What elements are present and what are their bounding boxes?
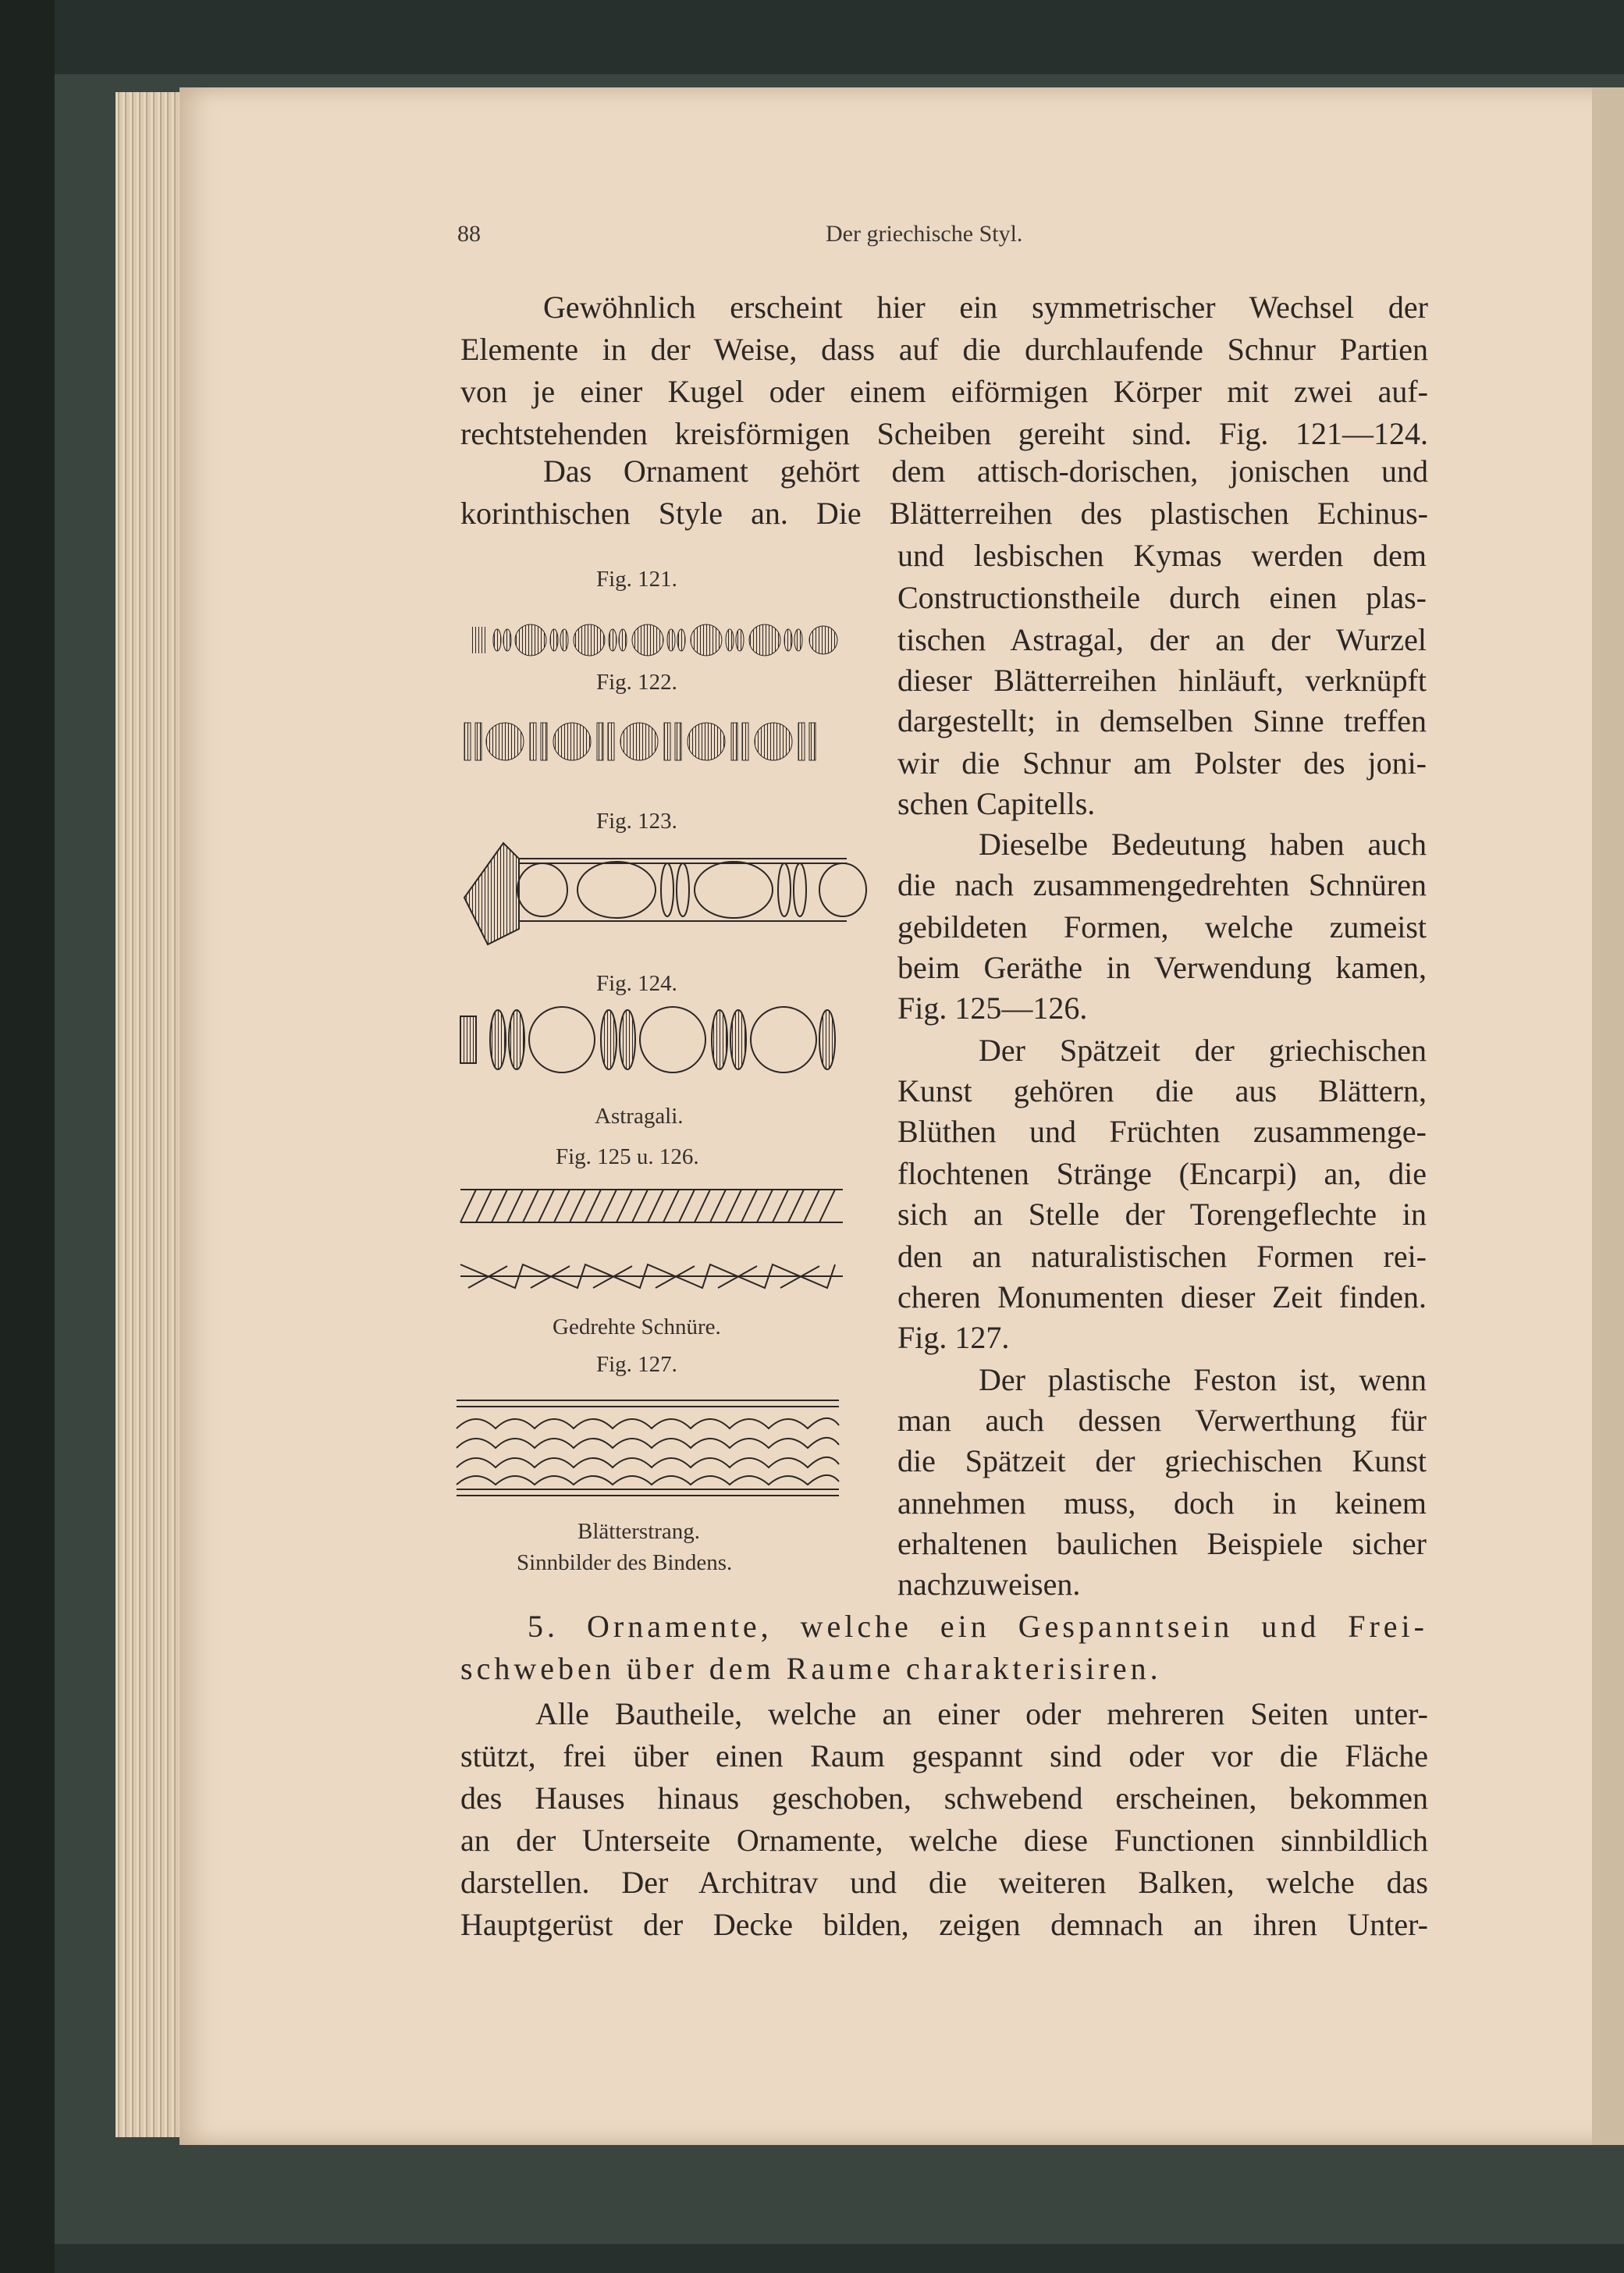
column-line: wir die Schnur am Polster des joni-	[897, 745, 1427, 781]
fig-127-illustration	[457, 1397, 839, 1499]
column-line: gebildeten Formen, welche zumeist	[897, 909, 1427, 944]
body-line: Elemente in der Weise, dass auf die durchlaufende Schnur Partien	[460, 332, 1428, 367]
fig-125-126-caption: Fig. 125 u. 126.	[556, 1144, 699, 1169]
fig-121-illustration	[472, 621, 847, 660]
column-line: Dieselbe Bedeutung haben auch	[979, 827, 1427, 862]
body-line: rechtstehenden kreisförmigen Scheiben gereiht sind. Fig. 121—124.	[460, 416, 1428, 451]
sinnbilder-caption: Sinnbilder des Bindens.	[517, 1550, 733, 1575]
fig-127-caption: Fig. 127.	[596, 1352, 677, 1377]
body-line: Das Ornament gehört dem attisch-dorischen, jonischen und	[543, 454, 1428, 489]
column-line: annehmen muss, doch in keinem	[897, 1485, 1427, 1521]
column-line: dieser Blätterreihen hinläuft, verknüpft	[897, 663, 1427, 698]
column-line: Kunst gehören die aus Blättern,	[897, 1073, 1427, 1108]
background-edge	[0, 0, 55, 2273]
fig-121-caption: Fig. 121.	[596, 567, 677, 592]
body-line: des Hauses hinaus geschoben, schwebend erscheinen, bekommen	[460, 1780, 1428, 1816]
fig-122-caption: Fig. 122.	[596, 670, 677, 695]
column-line: flochtenen Stränge (Encarpi) an, die	[897, 1156, 1427, 1191]
column-line: beim Geräthe in Verwendung kamen,	[897, 950, 1427, 985]
gedrehte-caption: Gedrehte Schnüre.	[553, 1314, 721, 1339]
fig-124-illustration	[460, 1001, 847, 1079]
column-line: Der Spätzeit der griechischen	[979, 1033, 1427, 1068]
column-line: Der plastische Feston ist, wenn	[979, 1362, 1427, 1397]
running-head: Der griechische Styl.	[826, 221, 1023, 247]
column-line: Blüthen und Früchten zusammenge-	[897, 1114, 1427, 1149]
body-line: Alle Bautheile, welche an einer oder mehreren Seiten unter-	[535, 1696, 1428, 1731]
fig-123-illustration	[457, 835, 847, 952]
column-line: schen Capitells.	[897, 786, 1096, 821]
body-line: korinthischen Style an. Die Blätterreihen des plastischen Echinus-	[460, 496, 1428, 531]
page-edges	[115, 92, 186, 2137]
column-line: die nach zusammengedrehten Schnüren	[897, 867, 1427, 902]
column-line: man auch dessen Verwerthung für	[897, 1403, 1427, 1438]
fig-122-illustration	[464, 718, 847, 765]
column-line: die Spätzeit der griechischen Kunst	[897, 1443, 1427, 1478]
body-line: stützt, frei über einen Raum gespannt sind oder vor die Fläche	[460, 1738, 1428, 1773]
fig-123-caption: Fig. 123.	[596, 809, 677, 834]
section-heading-line: schweben über dem Raume charakterisiren.	[460, 1651, 1162, 1686]
column-line: cheren Monumenten dieser Zeit finden.	[897, 1279, 1427, 1314]
column-line: den an naturalistischen Formen rei-	[897, 1239, 1427, 1274]
column-line: Fig. 127.	[897, 1320, 1010, 1355]
body-line: darstellen. Der Architrav und die weiteren Balken, welche das	[460, 1865, 1428, 1900]
column-line: dargestellt; in demselben Sinne treffen	[897, 703, 1427, 738]
column-line: Constructionstheile durch einen plas-	[897, 580, 1427, 615]
fig-124-caption: Fig. 124.	[596, 971, 677, 996]
body-line: von je einer Kugel oder einem eiförmigen Körper mit zwei auf-	[460, 374, 1428, 409]
fig-126-illustration	[460, 1257, 843, 1296]
column-line: tischen Astragal, der an der Wurzel	[897, 622, 1427, 657]
column-line: sich an Stelle der Torengeflechte in	[897, 1197, 1427, 1232]
next-page-edge	[1592, 87, 1624, 2145]
body-line: an der Unterseite Ornamente, welche diese Functionen sinnbildlich	[460, 1823, 1428, 1858]
column-line: Fig. 125—126.	[897, 991, 1088, 1026]
column-line: erhaltenen baulichen Beispiele sicher	[897, 1526, 1427, 1561]
column-line: nachzuweisen.	[897, 1567, 1081, 1602]
column-line: und lesbischen Kymas werden dem	[897, 538, 1427, 573]
astragali-caption: Astragali.	[595, 1104, 684, 1129]
blaetterstrang-caption: Blätterstrang.	[577, 1519, 701, 1544]
body-line: Hauptgerüst der Decke bilden, zeigen demnach an ihren Unter-	[460, 1907, 1428, 1942]
fig-125-illustration	[460, 1186, 843, 1225]
section-heading-line: 5. Ornamente, welche ein Gespanntsein und Frei-	[528, 1609, 1428, 1644]
page-number: 88	[457, 221, 481, 247]
body-line: Gewöhnlich erscheint hier ein symmetrischer Wechsel der	[543, 290, 1428, 325]
